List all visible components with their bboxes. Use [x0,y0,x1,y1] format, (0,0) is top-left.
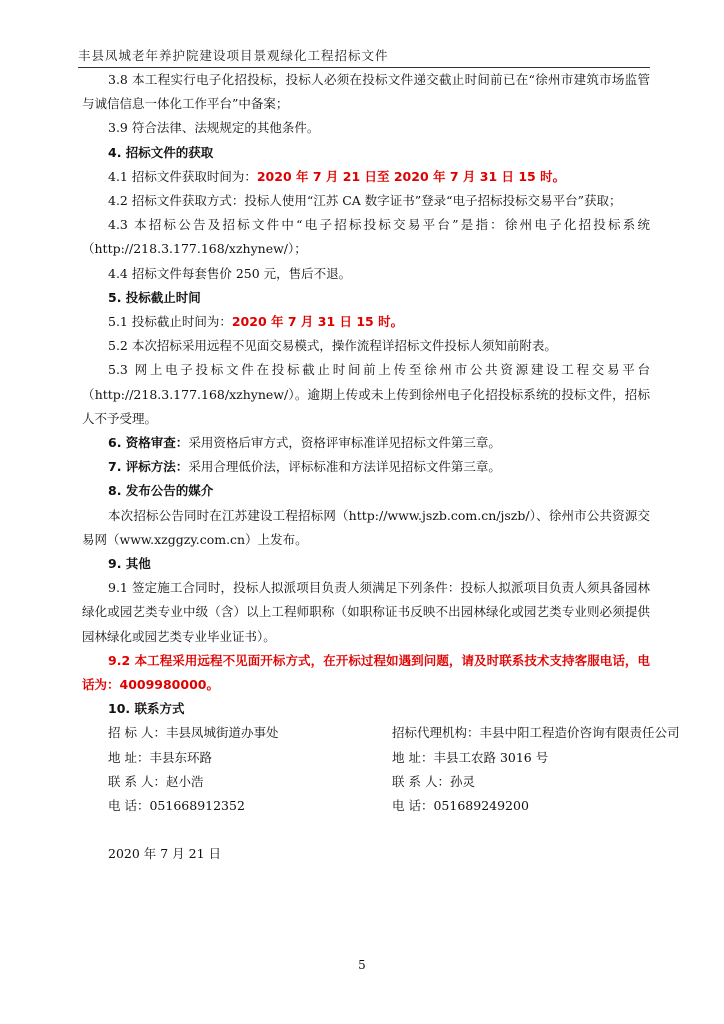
heading-9: 9. 其他 [108,556,151,572]
contact-right: 招标代理机构：丰县中阳工程造价咨询有限责任公司 [392,725,680,741]
heading-7: 7. 评标方法： [108,459,189,475]
para-4-1-highlight: 2020 年 7 月 21 日至 2020 年 7 月 31 日 15 时。 [256,168,566,184]
contact-right: 电 话：051689249200 [392,798,529,814]
heading-4: 4. 招标文件的获取 [108,144,214,160]
contact-left: 地 址：丰县东环路 [108,749,212,765]
contact-left: 招 标 人：丰县凤城街道办事处 [108,725,279,741]
para-4-3: 4.3 本招标公告及招标文件中“电子招标投标交易平台”是指：徐州电子化招投标系统（http://218.3.177.168/xzhynew/）； [82,217,650,257]
contact-row [82,746,650,770]
para-3-8: 3.8 本工程实行电子化招投标，投标人必须在投标文件递交截止时间前已在“徐州市建筑市场监管与诚信信息一体化工作平台”中备案； [82,72,650,112]
para-4-2: 4.2 招标文件获取方式：投标人使用“江苏 CA 数字证书”登录“电子招标投标交易平台”获取； [108,193,622,209]
para-4-1 [82,165,650,189]
para-4-4: 4.4 招标文件每套售价 250 元，售后不退。 [108,265,352,281]
para-5-1-highlight: 2020 年 7 月 31 日 15 时。 [231,314,404,330]
contact-table [82,721,680,818]
para-9-1: 9.1 签定施工合同时，投标人拟派项目负责人须满足下列条件：投标人拟派项目负责人须具备园林绿化或园艺类专业中级（含）以上工程师职称（如职称证书反映不出园林绿化或园艺类专业则必须提供园林绿化或园艺类专业毕业证书）。 [82,580,650,644]
heading-6: 6. 资格审查： [108,435,189,451]
para-5-1-prefix: 5.1 投标截止时间为： [108,314,232,330]
para-7 [82,455,650,479]
para-9-2: 9.2 本工程采用远程不见面开标方式，在开标过程如遇到问题，请及时联系技术支持客服电话，电话为：4009980000。 [82,652,650,693]
page-number: 5 [358,958,366,972]
contact-left: 电 话：051668912352 [108,798,245,814]
page-header: 丰县凤城老年养护院建设项目景观绿化工程招标文件 [78,46,650,68]
para-3-9: 3.9 符合法律、法规规定的其他条件。 [108,120,320,136]
para-5-2: 5.2 本次招标采用远程不见面交易模式，操作流程详招标文件投标人须知前附表。 [108,338,557,354]
para-6-text: 采用资格后审方式，资格评审标准详见招标文件第三章。 [188,435,501,451]
contact-row [82,721,680,745]
document-date: 2020 年 7 月 21 日 [108,846,222,862]
contact-right: 联 系 人：孙灵 [392,773,475,789]
contact-right: 地 址：丰县工农路 3016 号 [392,749,549,765]
heading-8: 8. 发布公告的媒介 [108,483,214,499]
para-5-1 [82,310,650,334]
para-8: 本次招标公告同时在江苏建设工程招标网（http://www.jszb.com.cn/jszb/）、徐州市公共资源交易网（www.xzggzy.com.cn）上发布。 [82,507,650,547]
para-6 [82,431,650,455]
para-5-3: 5.3 网上电子投标文件在投标截止时间前上传至徐州市公共资源建设工程交易平台（http://218.3.177.168/xzhynew/）。逾期上传或未上传到徐州电子化招投标系统的投标文件，招标人不予受理。 [82,362,650,426]
heading-5: 5. 投标截止时间 [108,289,201,305]
contact-row [82,770,650,794]
para-4-1-prefix: 4.1 招标文件获取时间为： [108,168,257,184]
para-7-text: 采用合理低价法，评标标准和方法详见招标文件第三章。 [188,459,501,475]
contact-row [82,794,650,818]
document-body [82,68,680,866]
contact-left: 联 系 人：赵小浩 [108,773,204,789]
heading-10: 10. 联系方式 [108,701,185,717]
